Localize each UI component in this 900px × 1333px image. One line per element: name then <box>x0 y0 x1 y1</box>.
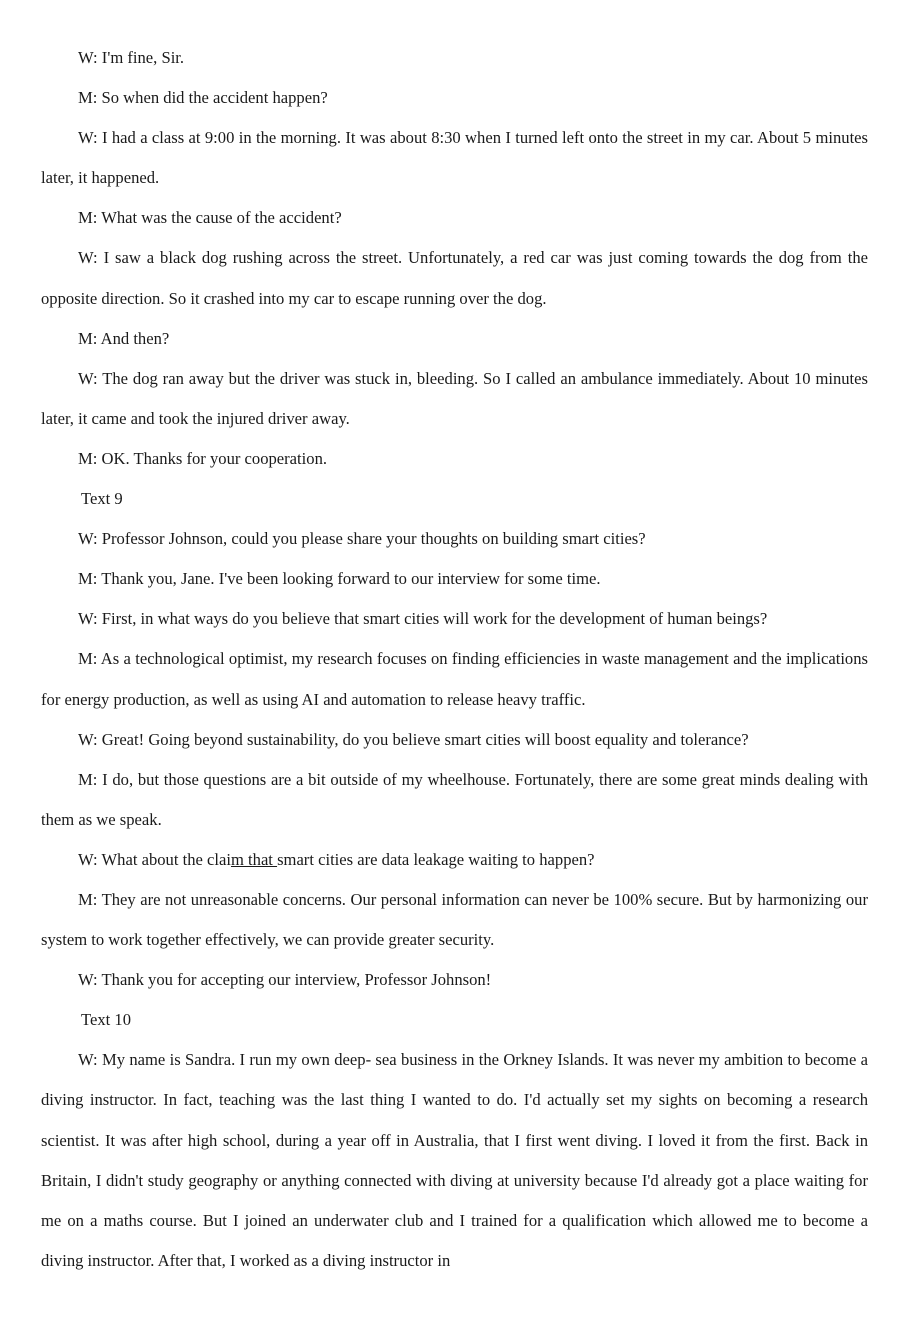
underlined-text: m that <box>230 849 278 869</box>
dialogue-line: W: Great! Going beyond sustainability, do you believe smart cities will boost equality and tolerance? <box>78 729 749 749</box>
dialogue-line: W: The dog ran away but the driver was stuck in, bleeding. So I called an ambulance immediately. About 10 minutes later, it came and took the injured driver away. <box>41 368 868 428</box>
dialogue-line: M: They are not unreasonable concerns. Our personal information can never be 100% secure. But by harmonizing our system to work together effectively, we can provide greater security. <box>41 889 868 950</box>
dialogue-text: W: What about the clai <box>78 849 231 869</box>
dialogue-line: W: Thank you for accepting our interview, Professor Johnson! <box>78 970 492 990</box>
dialogue-line: M: So when did the accident happen? <box>78 88 328 108</box>
section-heading-text-10: Text 10 <box>81 1010 131 1030</box>
dialogue-line: W: I saw a black dog rushing across the street. Unfortunately, a red car was just coming towards the dog from the opposite direction. So it crashed into my car to escape running over the dog. <box>41 248 868 308</box>
dialogue-line: W: I had a class at 9:00 in the morning. It was about 8:30 when I turned left onto the street in my car. About 5 minutes later, it happened. <box>41 128 868 188</box>
section-heading-text-9: Text 9 <box>81 489 123 509</box>
dialogue-line: M: As a technological optimist, my research focuses on finding efficiencies in waste management and the implications for energy production, as well as using AI and automation to release heavy traffic. <box>41 649 868 709</box>
dialogue-line: W: Professor Johnson, could you please share your thoughts on building smart cities? <box>78 529 646 549</box>
monologue-paragraph: W: My name is Sandra. I run my own deep- sea business in the Orkney Islands. It was never my ambition to become a diving instructor. In fact, teaching was the last thing I wanted to do. I'd actually set my sights on becoming a research scientist. It was after high school, during a year off in Australia, that I first went diving. I loved it from the first. Back in Britain, I didn't study geography or anything connected with diving at university because I'd already got a place waiting for me on a maths course. But I joined an underwater club and I trained for a qualification which allowed me to become a diving instructor. After that, I worked as a diving instructor in <box>41 1050 868 1270</box>
dialogue-line: M: I do, but those questions are a bit outside of my wheelhouse. Fortunately, there are some great minds dealing with them as we speak. <box>41 769 868 829</box>
dialogue-line: M: OK. Thanks for your cooperation. <box>78 448 328 468</box>
dialogue-line: M: Thank you, Jane. I've been looking forward to our interview for some time. <box>78 569 601 589</box>
dialogue-line: W: I'm fine, Sir. <box>78 48 185 67</box>
dialogue-line: M: What was the cause of the accident? <box>78 208 342 228</box>
dialogue-line: W: First, in what ways do you believe that smart cities will work for the development of human beings? <box>78 609 768 629</box>
dialogue-text: smart cities are data leakage waiting to happen? <box>277 849 595 869</box>
dialogue-line <box>41 840 868 880</box>
dialogue-line: M: And then? <box>78 328 170 348</box>
